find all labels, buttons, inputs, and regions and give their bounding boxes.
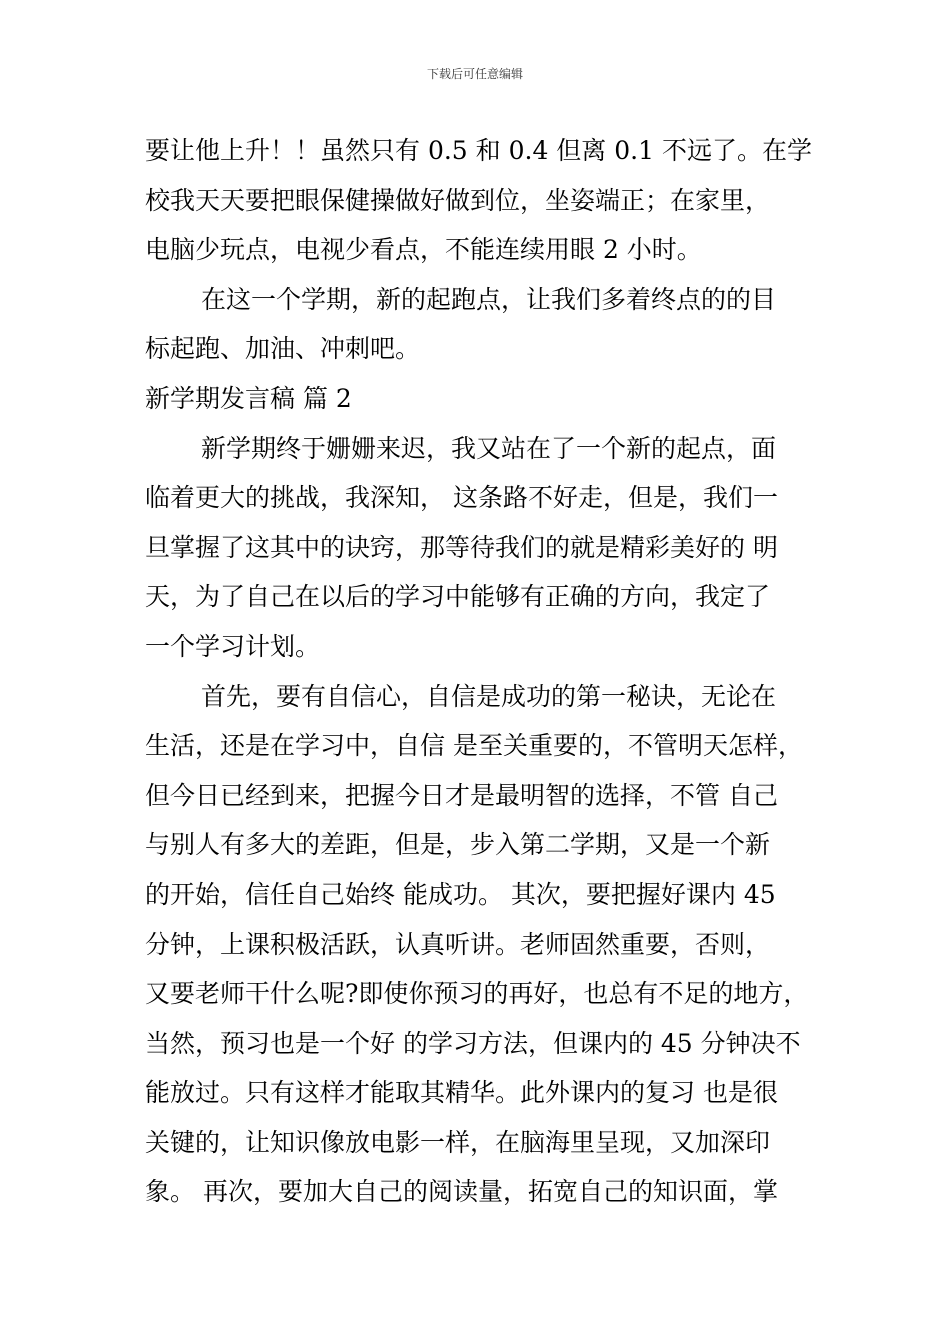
text-line: 一个学习计划。	[145, 631, 321, 661]
text-line: 的开始，信任自己始终 能成功。 其次，要把握好课内 45	[145, 879, 776, 909]
text-line: 天，为了自己在以后的学习中能够有正确的方向，我定了	[145, 582, 771, 612]
text-line: 要让他上升！！虽然只有 0.5 和 0.4 但离 0.1 不远了。在学	[145, 136, 812, 165]
text-line: 临着更大的挑战，我深知， 这条路不好走，但是，我们一	[145, 483, 778, 513]
text-line: 又要老师干什么呢?即使你预习的再好，也总有不足的地方，	[145, 979, 809, 1009]
text-line: 与别人有多大的差距，但是，步入第二学期，又是一个新	[145, 830, 771, 860]
text-line: 分钟，上课积极活跃，认真听讲。老师固然重要，否则，	[145, 929, 771, 959]
text-line: 生活，还是在学习中，自信 是至关重要的，不管明天怎样，	[145, 731, 803, 761]
section-heading: 新学期发言稿 篇 2	[145, 383, 352, 413]
text-line: 象。 再次，要加大自己的阅读量，拓宽自己的知识面，掌	[145, 1177, 778, 1207]
text-line: 校我天天要把眼保健操做好做到位，坐姿端正；在家里，	[145, 185, 771, 215]
text-line: 电脑少玩点，电视少看点，不能连续用眼 2 小时。	[145, 235, 702, 265]
download-note: 下载后可任意编辑	[426, 67, 523, 81]
text-line: 能放过。只有这样才能取其精华。此外课内的复习 也是很	[145, 1078, 778, 1108]
paragraph-start-line: 在这一个学期，新的起跑点，让我们多着终点的的目	[201, 284, 777, 314]
text-line: 标起跑、加油、冲刺吧。	[145, 334, 421, 364]
text-line: 关键的，让知识像放电影一样，在脑海里呈现，又加深印	[145, 1127, 771, 1157]
paragraph-start-line: 新学期终于姗姗来迟，我又站在了一个新的起点，面	[201, 433, 777, 463]
text-line: 但今日已经到来，把握今日才是最明智的选择，不管 自己	[145, 780, 778, 810]
paragraph-start-line: 首先，要有自信心，自信是成功的第一秘诀，无论在	[201, 681, 777, 711]
text-line: 旦掌握了这其中的诀窍，那等待我们的就是精彩美好的 明	[145, 532, 778, 562]
text-line: 当然，预习也是一个好 的学习方法，但课内的 45 分钟决不	[145, 1028, 801, 1058]
document-body	[145, 126, 815, 1217]
